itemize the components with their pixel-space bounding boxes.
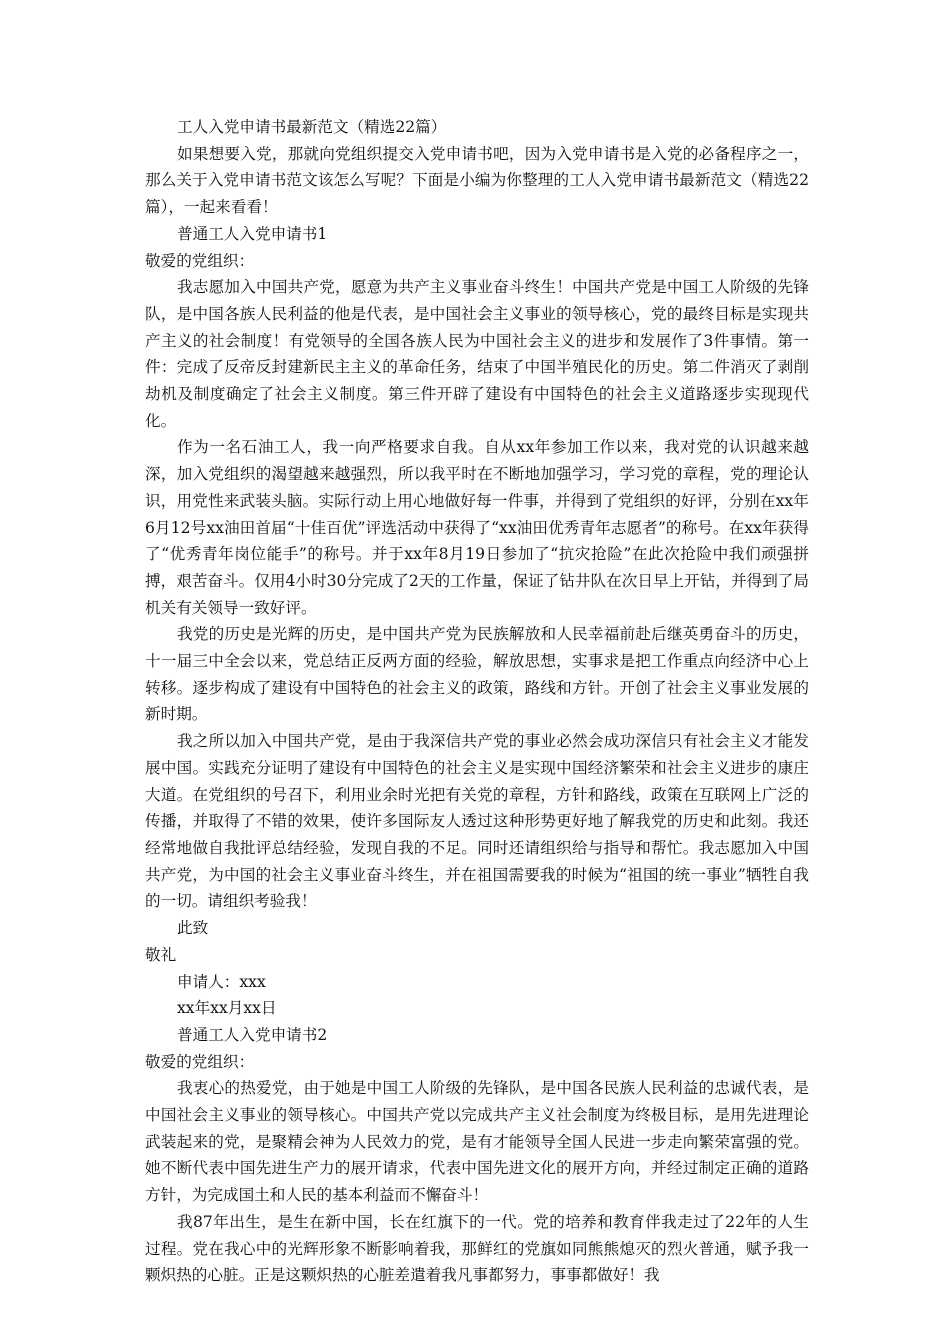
letter-1-paragraph: 我之所以加入中国共产党，是由于我深信共产党的事业必然会成功深信只有社会主义才能发展中国。实践充分证明了建设有中国特色的社会主义是实现中国经济繁荣和社会主义进步的康庄大道。在党组织的号召下，利用业余时光把有关党的章程，方针和路线，政策在互联网上广泛的传播，并取得了不错的效果，使许多国际友人透过这种形势更好地了解我党的历史和此刻。我还经常地做自我批评总结经验，发现自我的不足。同时还请组织给与指导和帮忙。我志愿加入中国共产党，为中国的社会主义事业奋斗终生，并在祖国需要我的时候为“祖国的统一事业”牺牲自我的一切。请组织考验我！ (145, 732, 809, 911)
document-title: 工人入党申请书最新范文（精选22篇） (177, 118, 447, 136)
document-body (145, 114, 809, 1289)
letter-1-salutation: 敬爱的党组织： (145, 251, 255, 270)
letter-1-salute: 敬礼 (145, 945, 177, 964)
letter-1-date: xx年xx月xx日 (177, 999, 277, 1018)
letter-1-heading: 普通工人入党申请书1 (177, 224, 328, 243)
letter-1-paragraph: 我党的历史是光辉的历史，是中国共产党为民族解放和人民幸福前赴后继英勇奋斗的历史，十一届三中全会以来，党总结正反两方面的经验，解放思想，实事求是把工作重点向经济中心上转移。逐步构成了建设有中国特色的社会主义的政策，路线和方针。开创了社会主义事业发展的新时期。 (145, 625, 809, 724)
letter-2-salutation: 敬爱的党组织： (145, 1052, 255, 1071)
letter-2-paragraph: 我衷心的热爱党，由于她是中国工人阶级的先锋队，是中国各民族人民利益的忠诚代表，是中国社会主义事业的领导核心。中国共产党以完成共产主义社会制度为终极目标，是用先进理论武装起来的党，是聚精会神为人民效力的党，是有才能领导全国人民进一步走向繁荣富强的党。她不断代表中国先进生产力的展开请求，代表中国先进文化的展开方向，并经过制定正确的道路方针，为完成国土和人民的基本利益而不懈奋斗！ (145, 1079, 809, 1205)
letter-1-closing: 此致 (177, 919, 209, 938)
letter-2-heading: 普通工人入党申请书2 (177, 1025, 328, 1044)
intro-paragraph: 如果想要入党，那就向党组织提交入党申请书吧，因为入党申请书是入党的必备程序之一，那么关于入党申请书范文该怎么写呢？下面是小编为你整理的工人入党申请书最新范文（精选22篇），一起来看看！ (145, 144, 809, 217)
letter-1-applicant: 申请人：xxx (177, 972, 266, 991)
letter-1-paragraph: 我志愿加入中国共产党，愿意为共产主义事业奋斗终生！中国共产党是中国工人阶级的先锋队，是中国各族人民利益的他是代表，是中国社会主义事业的领导核心，党的最终目标是实现共产主义的社会制度！有党领导的全国各族人民为中国社会主义的进步和发展作了3件事情。第一件：完成了反帝反封建新民主主义的革命任务，结束了中国半殖民化的历史。第二件消灭了剥削劫机及制度确定了社会主义制度。第三件开辟了建设有中国特色的社会主义道路逐步实现现代化。 (145, 278, 809, 430)
letter-2-paragraph: 我87年出生，是生在新中国，长在红旗下的一代。党的培养和教育伴我走过了22年的人生过程。党在我心中的光辉形象不断影响着我，那鲜红的党旗如同熊熊熄灭的烈火普通，赋予我一颗炽热的心脏。正是这颗炽热的心脏差遣着我凡事都努力，事事都做好！我 (145, 1212, 809, 1285)
letter-1-paragraph: 作为一名石油工人，我一向严格要求自我。自从xx年参加工作以来，我对党的认识越来越深，加入党组织的渴望越来越强烈，所以我平时在不断地加强学习，学习党的章程，党的理论认识，用党性来武装头脑。实际行动上用心地做好每一件事，并得到了党组织的好评，分别在xx年6月12号xx油田首届“十佳百优”评选活动中获得了“xx油田优秀青年志愿者”的称号。在xx年获得了“优秀青年岗位能手”的称号。并于xx年8月19日参加了“抗灾抢险”在此次抢险中我们顽强拼搏，艰苦奋斗。仅用4小时30分完成了2天的工作量，保证了钻井队在次日早上开钻，并得到了局机关有关领导一致好评。 (145, 438, 809, 617)
